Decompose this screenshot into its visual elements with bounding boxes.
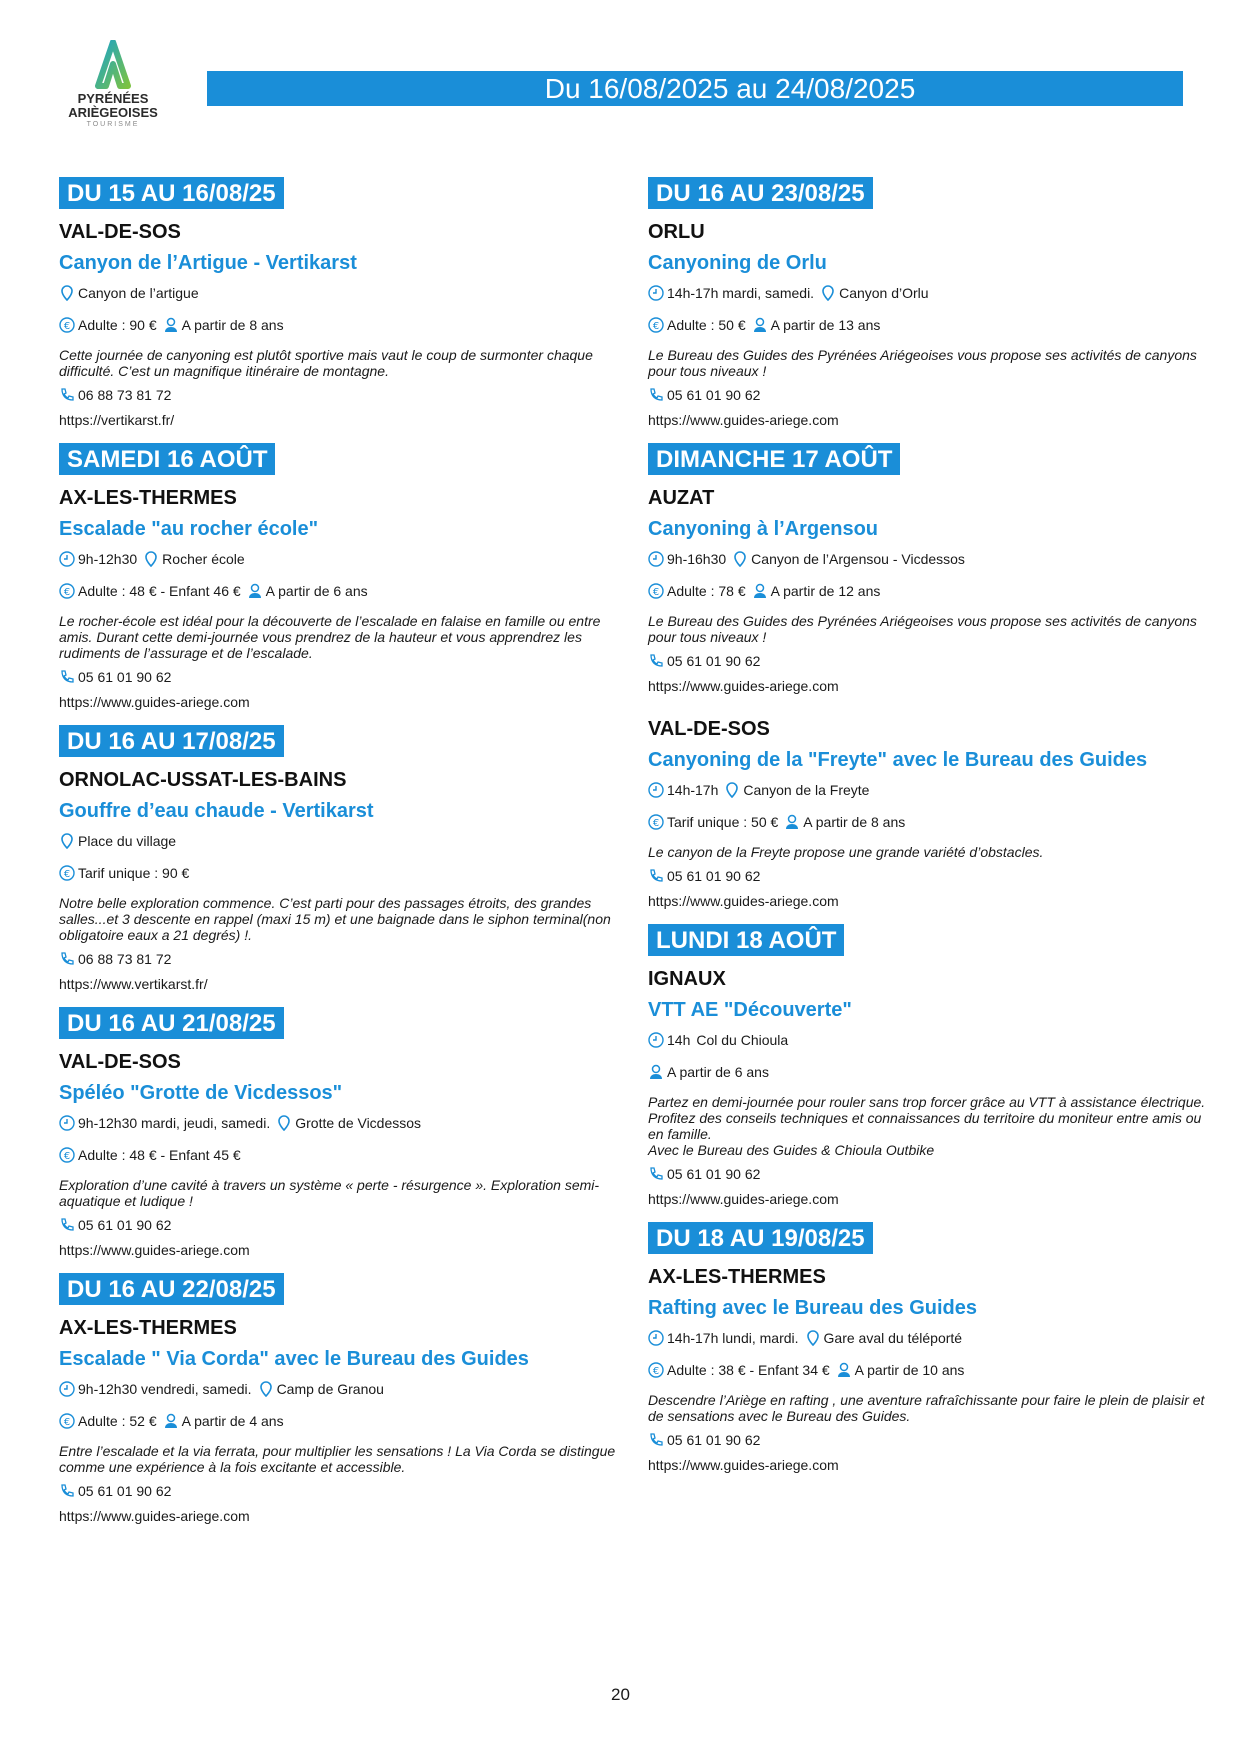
event-block	[648, 717, 1208, 910]
euro-icon	[59, 583, 75, 599]
event-time: 14h-17h lundi, mardi.	[667, 1330, 799, 1346]
event-description: Partez en demi-journée pour rouler sans trop forcer grâce au VTT à assistance électrique. Profitez des conseils techniques et connaissances du territoire du moniteur entre amis ou en famille.	[648, 1094, 1206, 1142]
event-location: Rocher école	[162, 551, 245, 567]
event-schedule	[648, 780, 1208, 800]
event-url[interactable]: https://vertikarst.fr/	[59, 412, 175, 428]
event-age: A partir de 4 ans	[181, 1413, 284, 1429]
event-price: Adulte : 90 €	[78, 317, 157, 333]
event-title: Escalade "au rocher école"	[59, 518, 319, 540]
event-contact	[648, 651, 1208, 671]
event-contact	[648, 866, 1208, 886]
event-time: 14h-17h	[667, 782, 719, 798]
event-phone: 05 61 01 90 62	[667, 387, 761, 403]
logo	[58, 40, 168, 140]
person-icon	[784, 814, 800, 830]
event-time: 9h-12h30 mardi, jeudi, samedi.	[78, 1115, 271, 1131]
phone-icon	[648, 1432, 664, 1448]
event-title: VTT AE "Découverte"	[648, 999, 852, 1021]
event-age: A partir de 6 ans	[265, 583, 368, 599]
euro-icon	[648, 317, 664, 333]
clock-icon	[648, 1032, 664, 1048]
event-block	[648, 443, 1208, 695]
event-age: A partir de 6 ans	[667, 1064, 769, 1080]
svg-text:€: €	[652, 587, 660, 598]
location-pin-icon	[805, 1330, 821, 1346]
event-url[interactable]: https://www.guides-ariege.com	[648, 412, 839, 428]
event-age: A partir de 8 ans	[803, 814, 906, 830]
event-time: 9h-12h30 vendredi, samedi.	[78, 1381, 252, 1397]
clock-icon	[648, 782, 664, 798]
svg-text:€: €	[652, 1366, 660, 1377]
location-pin-icon	[820, 285, 836, 301]
svg-text:€: €	[63, 587, 71, 598]
phone-icon	[648, 387, 664, 403]
event-description-partners: Avec le Bureau des Guides & Chioula Outbike	[648, 1142, 935, 1158]
event-place: AX-LES-THERMES	[59, 1317, 237, 1339]
event-age: A partir de 8 ans	[181, 317, 284, 333]
phone-icon	[59, 669, 75, 685]
clock-icon	[648, 551, 664, 567]
clock-icon	[59, 551, 75, 567]
event-place: VAL-DE-SOS	[648, 718, 770, 740]
euro-icon	[59, 1413, 75, 1429]
event-phone: 05 61 01 90 62	[667, 1432, 761, 1448]
event-pricing	[648, 1360, 1208, 1380]
event-location: Canyon d’Orlu	[839, 285, 929, 301]
event-place: AX-LES-THERMES	[648, 1266, 826, 1288]
event-place: AX-LES-THERMES	[59, 487, 237, 509]
event-location: Canyon de la Freyte	[743, 782, 870, 798]
event-url[interactable]: https://www.guides-ariege.com	[648, 893, 839, 909]
date-header: DU 16 AU 21/08/25	[59, 1007, 284, 1039]
event-block	[59, 177, 619, 429]
clock-icon	[648, 1330, 664, 1346]
event-contact	[59, 667, 619, 687]
left-column	[59, 177, 619, 1539]
date-header: DU 15 AU 16/08/25	[59, 177, 284, 209]
phone-icon	[648, 868, 664, 884]
event-location: Col du Chioula	[696, 1032, 789, 1048]
event-block	[648, 924, 1208, 1208]
event-url[interactable]: https://www.guides-ariege.com	[648, 1191, 839, 1207]
event-title: Rafting avec le Bureau des Guides	[648, 1297, 977, 1319]
phone-icon	[59, 951, 75, 967]
event-pricing	[59, 1145, 619, 1165]
event-age: A partir de 10 ans	[854, 1362, 965, 1378]
date-header: SAMEDI 16 AOÛT	[59, 443, 275, 475]
euro-icon	[59, 1147, 75, 1163]
event-time: 9h-16h30	[667, 551, 727, 567]
event-pricing	[59, 581, 619, 601]
date-header: DIMANCHE 17 AOÛT	[648, 443, 900, 475]
event-url[interactable]: https://www.guides-ariege.com	[59, 1242, 250, 1258]
event-place: VAL-DE-SOS	[59, 221, 181, 243]
event-price: Adulte : 52 €	[78, 1413, 157, 1429]
event-phone: 05 61 01 90 62	[667, 653, 761, 669]
event-description: Exploration d’une cavité à travers un système « perte - résurgence ». Exploration semi-aquatique et ludique !	[59, 1177, 600, 1209]
person-icon	[752, 317, 768, 333]
location-pin-icon	[143, 551, 159, 567]
date-header: DU 18 AU 19/08/25	[648, 1222, 873, 1254]
event-phone: 06 88 73 81 72	[78, 387, 172, 403]
event-pricing	[648, 812, 1208, 832]
svg-text:€: €	[63, 321, 71, 332]
event-title: Gouffre d’eau chaude - Vertikarst	[59, 800, 374, 822]
event-place: VAL-DE-SOS	[59, 1051, 181, 1073]
clock-icon	[59, 1115, 75, 1131]
person-icon	[247, 583, 263, 599]
logo-icon	[92, 40, 134, 90]
event-url[interactable]: https://www.vertikarst.fr/	[59, 976, 208, 992]
event-schedule	[59, 549, 619, 569]
event-location: Canyon de l’Argensou - Vicdessos	[751, 551, 965, 567]
date-header: LUNDI 18 AOÛT	[648, 924, 844, 956]
right-column	[648, 177, 1208, 1488]
event-description: Le Bureau des Guides des Pyrénées Ariégeoises vous propose ses activités de canyons pour tous niveaux !	[648, 613, 1197, 645]
person-icon	[836, 1362, 852, 1378]
person-icon	[163, 1413, 179, 1429]
event-phone: 05 61 01 90 62	[78, 1483, 172, 1499]
date-header: DU 16 AU 22/08/25	[59, 1273, 284, 1305]
event-contact	[648, 1164, 1208, 1184]
location-pin-icon	[59, 833, 75, 849]
date-header: DU 16 AU 23/08/25	[648, 177, 873, 209]
event-phone: 06 88 73 81 72	[78, 951, 172, 967]
event-contact	[59, 1481, 619, 1501]
location-pin-icon	[724, 782, 740, 798]
event-description: Notre belle exploration commence. C’est parti pour des passages étroits, des grandes salles...et 3 descente en rappel (maxi 15 m) et une baignade dans le siphon terminal(non obligatoire eaux a 21 degrés) !.	[59, 895, 611, 943]
event-schedule	[648, 1328, 1208, 1348]
event-schedule	[648, 549, 1208, 569]
event-time: 14h	[667, 1032, 691, 1048]
event-pricing	[59, 863, 619, 883]
phone-icon	[59, 387, 75, 403]
person-icon	[163, 317, 179, 333]
clock-icon	[59, 1381, 75, 1397]
euro-icon	[59, 865, 75, 881]
phone-icon	[59, 1483, 75, 1499]
event-location: Grotte de Vicdessos	[295, 1115, 422, 1131]
event-description: Le Bureau des Guides des Pyrénées Ariégeoises vous propose ses activités de canyons pour tous niveaux !	[648, 347, 1197, 379]
event-price: Adulte : 48 € - Enfant 45 €	[78, 1147, 241, 1163]
event-title: Spéléo "Grotte de Vicdessos"	[59, 1082, 343, 1104]
event-location: Camp de Granou	[276, 1381, 384, 1397]
clock-icon	[648, 285, 664, 301]
euro-icon	[648, 814, 664, 830]
event-title: Canyoning de la "Freyte" avec le Bureau des Guides	[648, 749, 1148, 771]
event-description: Le rocher-école est idéal pour la découverte de l’escalade en falaise en famille ou entre amis. Durant cette demi-journée vous prendrez de la hauteur et vous apprendrez les rudiments de l’assurage et de l’escalade.	[59, 613, 601, 661]
event-contact	[59, 385, 619, 405]
phone-icon	[648, 653, 664, 669]
event-price: Tarif unique : 50 €	[667, 814, 779, 830]
svg-text:€: €	[652, 818, 660, 829]
event-phone: 05 61 01 90 62	[667, 868, 761, 884]
event-contact	[59, 1215, 619, 1235]
event-phone: 05 61 01 90 62	[667, 1166, 761, 1182]
page-number: 20	[611, 1685, 630, 1704]
event-url[interactable]: https://www.guides-ariege.com	[59, 1508, 250, 1524]
event-description: Entre l’escalade et la via ferrata, pour multiplier les sensations ! La Via Corda se distingue comme une expérience à la fois excitante et accessible.	[59, 1443, 616, 1475]
event-schedule	[59, 1379, 619, 1399]
event-contact	[648, 385, 1208, 405]
event-title: Canyoning de Orlu	[648, 252, 827, 274]
event-title: Canyoning à l’Argensou	[648, 518, 879, 540]
event-schedule	[59, 283, 619, 303]
event-description: Cette journée de canyoning est plutôt sportive mais vaut le coup de surmonter chaque difficulté. C’est un magnifique itinéraire de montagne.	[59, 347, 593, 379]
euro-icon	[648, 1362, 664, 1378]
event-age: A partir de 13 ans	[770, 317, 881, 333]
event-schedule	[648, 283, 1208, 303]
event-price: Adulte : 78 €	[667, 583, 746, 599]
event-url[interactable]: https://www.guides-ariege.com	[59, 694, 250, 710]
event-contact	[648, 1430, 1208, 1450]
event-url[interactable]: https://www.guides-ariege.com	[648, 1457, 839, 1473]
event-url[interactable]: https://www.guides-ariege.com	[648, 678, 839, 694]
event-time: 9h-12h30	[78, 551, 138, 567]
event-location: Place du village	[78, 833, 177, 849]
event-contact	[59, 949, 619, 969]
event-price: Adulte : 50 €	[667, 317, 746, 333]
person-icon	[648, 1064, 664, 1080]
phone-icon	[59, 1217, 75, 1233]
event-block	[59, 725, 619, 993]
event-price: Adulte : 48 € - Enfant 46 €	[78, 583, 241, 599]
location-pin-icon	[276, 1115, 292, 1131]
logo-line3: TOURISME	[86, 121, 140, 128]
euro-icon	[648, 583, 664, 599]
svg-text:€: €	[63, 1417, 71, 1428]
event-block	[648, 1222, 1208, 1474]
event-time: 14h-17h mardi, samedi.	[667, 285, 815, 301]
event-pricing	[648, 315, 1208, 335]
event-place: AUZAT	[648, 487, 715, 509]
date-header: DU 16 AU 17/08/25	[59, 725, 284, 757]
location-pin-icon	[59, 285, 75, 301]
event-pricing	[59, 315, 619, 335]
date-range-banner: Du 16/08/2025 au 24/08/2025	[207, 71, 1183, 106]
logo-line2: ARIÈGEOISES	[68, 105, 158, 120]
event-price: Tarif unique : 90 €	[78, 865, 190, 881]
event-pricing	[59, 1411, 619, 1431]
event-block	[648, 177, 1208, 429]
event-block	[59, 1007, 619, 1259]
location-pin-icon	[258, 1381, 274, 1397]
event-block	[59, 1273, 619, 1525]
event-pricing	[648, 581, 1208, 601]
location-pin-icon	[732, 551, 748, 567]
event-place: ORNOLAC-USSAT-LES-BAINS	[59, 769, 347, 791]
event-price: Adulte : 38 € - Enfant 34 €	[667, 1362, 830, 1378]
person-icon	[752, 583, 768, 599]
event-pricing	[648, 1062, 1208, 1082]
phone-icon	[648, 1166, 664, 1182]
event-title: Canyon de l’Artigue - Vertikarst	[59, 252, 357, 274]
event-phone: 05 61 01 90 62	[78, 669, 172, 685]
logo-line1: PYRÉNÉES	[77, 91, 149, 106]
event-phone: 05 61 01 90 62	[78, 1217, 172, 1233]
event-schedule	[59, 831, 619, 851]
event-block	[59, 443, 619, 711]
event-place: ORLU	[648, 221, 705, 243]
event-schedule	[648, 1030, 1208, 1050]
svg-text:€: €	[652, 321, 660, 332]
event-schedule	[59, 1113, 619, 1133]
event-description: Descendre l’Ariège en rafting , une aventure rafraîchissante pour faire le plein de plaisir et de sensations avec le Bureau des Guides.	[648, 1392, 1205, 1424]
event-place: IGNAUX	[648, 968, 726, 990]
svg-text:€: €	[63, 869, 71, 880]
event-title: Escalade " Via Corda" avec le Bureau des Guides	[59, 1348, 529, 1370]
event-age: A partir de 12 ans	[770, 583, 881, 599]
euro-icon	[59, 317, 75, 333]
event-description: Le canyon de la Freyte propose une grande variété d’obstacles.	[648, 844, 1044, 860]
svg-text:€: €	[63, 1151, 71, 1162]
event-location: Canyon de l’artigue	[78, 285, 199, 301]
event-location: Gare aval du téléporté	[823, 1330, 963, 1346]
